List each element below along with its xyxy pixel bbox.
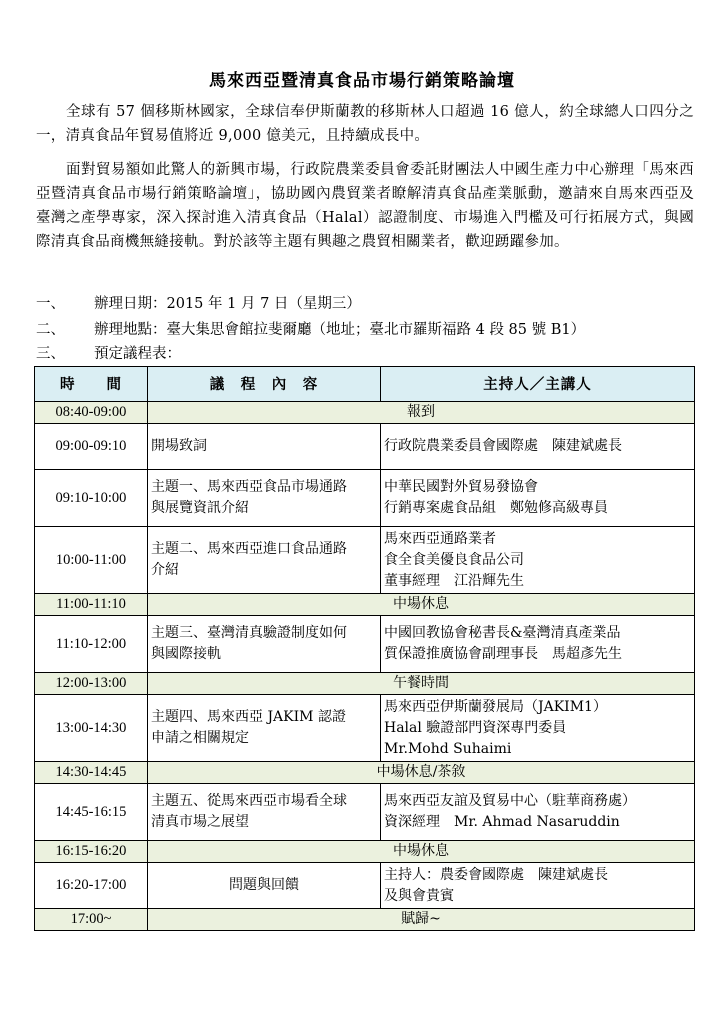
session-row bbox=[35, 424, 695, 470]
item-number: 二、 bbox=[36, 322, 65, 338]
session-time: 10:00-11:00 bbox=[35, 527, 148, 594]
topic-line: 介紹 bbox=[151, 562, 179, 578]
description-paragraph: 面對貿易額如此驚人的新興市場，行政院農業委員會委託財團法人中國生產力中心辦理「馬來西亞暨清真食品市場行銷策略論壇」，協助國內農貿業者瞭解清真食品產業脈動，邀請來自馬來西亞及臺灣之產學專家，深入探討進入清真食品（Halal）認證制度、市場進入門檻及可行拓展方式，與國際清真食品商機無縫接軌。對於該等主題有興趣之農貿相關業者，歡迎踴躍參加。 bbox=[36, 162, 694, 250]
session-row bbox=[35, 784, 695, 841]
session-row bbox=[35, 527, 695, 594]
agenda-table bbox=[34, 366, 695, 931]
speaker-line: 主持人：農委會國際處 陳建斌處長 bbox=[384, 866, 608, 883]
header-time: 時 間 bbox=[35, 367, 148, 402]
topic-line: 主題一、馬來西亞食品市場通路 bbox=[151, 479, 347, 495]
agenda-header-row bbox=[35, 367, 695, 402]
topic-line: 問題與回饋 bbox=[229, 877, 299, 893]
speaker-line: 董事經理 江沿輝先生 bbox=[384, 572, 524, 589]
session-speaker bbox=[381, 695, 695, 762]
break-row bbox=[35, 909, 695, 931]
break-row bbox=[35, 402, 695, 424]
topic-line: 主題二、馬來西亞進口食品通路 bbox=[151, 541, 347, 557]
session-speaker bbox=[381, 616, 695, 673]
topic-line: 主題五、從馬來西亞市場看全球 bbox=[151, 793, 347, 809]
session-speaker bbox=[381, 784, 695, 841]
break-row bbox=[35, 594, 695, 616]
speaker-line: 中華民國對外貿易發協會 bbox=[384, 479, 538, 495]
session-row bbox=[35, 616, 695, 673]
break-label: 午餐時間 bbox=[148, 673, 695, 695]
session-row bbox=[35, 470, 695, 527]
speaker-line: 馬來西亞通路業者 bbox=[384, 530, 496, 547]
item-number: 三、 bbox=[36, 346, 65, 362]
intro-paragraph: 全球有 57 個移斯林國家，全球信奉伊斯蘭教的移斯林人口超過 16 億人，約全球總人口四分之一，清真食品年貿易值將近 9,000 億美元，且持續成長中。 bbox=[36, 104, 694, 144]
speaker-line: 資深經理 Mr. Ahmad Nasaruddin bbox=[384, 814, 620, 830]
session-time: 14:30-14:45 bbox=[35, 762, 148, 784]
session-speaker bbox=[381, 527, 695, 594]
break-label: 賦歸~ bbox=[148, 909, 695, 931]
session-time: 13:00-14:30 bbox=[35, 695, 148, 762]
break-label: 中場休息 bbox=[148, 594, 695, 616]
topic-line: 申請之相關規定 bbox=[151, 730, 249, 746]
session-topic bbox=[148, 695, 381, 762]
speaker-line: 食全食美優良食品公司 bbox=[384, 551, 524, 568]
session-time: 17:00~ bbox=[35, 909, 148, 931]
break-row bbox=[35, 762, 695, 784]
break-row bbox=[35, 841, 695, 863]
item-number: 一、 bbox=[36, 296, 65, 312]
session-topic bbox=[148, 784, 381, 841]
session-row bbox=[35, 695, 695, 762]
event-date-item bbox=[36, 293, 361, 315]
topic-line: 清真市場之展望 bbox=[151, 814, 249, 830]
topic-line: 與展覽資訊介紹 bbox=[151, 500, 249, 516]
item-text: 辦理日期：2015 年 1 月 7 日（星期三） bbox=[94, 296, 361, 312]
speaker-line: 馬來西亞友誼及貿易中心（駐華商務處） bbox=[384, 793, 636, 809]
break-row bbox=[35, 673, 695, 695]
session-time: 14:45-16:15 bbox=[35, 784, 148, 841]
agenda-heading-item bbox=[36, 343, 181, 365]
break-label: 中場休息 bbox=[148, 841, 695, 863]
speaker-line: 行政院農業委員會國際處 陳建斌處長 bbox=[384, 438, 622, 454]
break-label: 中場休息/茶敘 bbox=[148, 762, 695, 784]
speaker-line: 質保證推廣協會副理事長 馬超彥先生 bbox=[384, 646, 622, 662]
break-label: 報到 bbox=[148, 402, 695, 424]
agenda-body bbox=[35, 402, 695, 931]
speaker-line: 行銷專案處食品組 鄭勉修高級專員 bbox=[384, 500, 608, 516]
session-time: 09:10-10:00 bbox=[35, 470, 148, 527]
session-time: 08:40-09:00 bbox=[35, 402, 148, 424]
speaker-line: 及與會貴賓 bbox=[384, 887, 454, 904]
header-speaker: 主持人／主講人 bbox=[381, 367, 695, 402]
session-topic bbox=[148, 863, 381, 909]
topic-line: 與國際接軌 bbox=[151, 646, 221, 662]
session-time: 16:15-16:20 bbox=[35, 841, 148, 863]
topic-line: 開場致詞 bbox=[151, 438, 207, 454]
item-text: 辦理地點：臺大集思會館拉斐爾廳（地址；臺北市羅斯福路 4 段 85 號 B1） bbox=[94, 322, 586, 338]
speaker-line: 馬來西亞伊斯蘭發展局（JAKIM1） bbox=[384, 698, 607, 715]
speaker-line: Halal 驗證部門資深專門委員 bbox=[384, 719, 567, 736]
topic-line: 主題四、馬來西亞 JAKIM 認證 bbox=[151, 709, 346, 725]
session-topic bbox=[148, 470, 381, 527]
session-speaker bbox=[381, 470, 695, 527]
speaker-line: Mr.Mohd Suhaimi bbox=[384, 740, 512, 757]
header-content: 議 程 內 容 bbox=[148, 367, 381, 402]
speaker-line: 中國回教協會秘書長&臺灣清真產業品 bbox=[384, 625, 621, 641]
session-topic bbox=[148, 527, 381, 594]
session-topic bbox=[148, 616, 381, 673]
session-speaker bbox=[381, 424, 695, 470]
session-time: 16:20-17:00 bbox=[35, 863, 148, 909]
session-speaker bbox=[381, 863, 695, 909]
event-venue-item bbox=[36, 319, 585, 341]
session-topic bbox=[148, 424, 381, 470]
session-row bbox=[35, 863, 695, 909]
topic-line: 主題三、臺灣清真驗證制度如何 bbox=[151, 625, 347, 641]
item-text: 預定議程表： bbox=[94, 346, 181, 362]
session-time: 11:10-12:00 bbox=[35, 616, 148, 673]
session-time: 12:00-13:00 bbox=[35, 673, 148, 695]
document-title: 馬來西亞暨清真食品市場行銷策略論壇 bbox=[209, 71, 515, 91]
session-time: 09:00-09:10 bbox=[35, 424, 148, 470]
session-time: 11:00-11:10 bbox=[35, 594, 148, 616]
